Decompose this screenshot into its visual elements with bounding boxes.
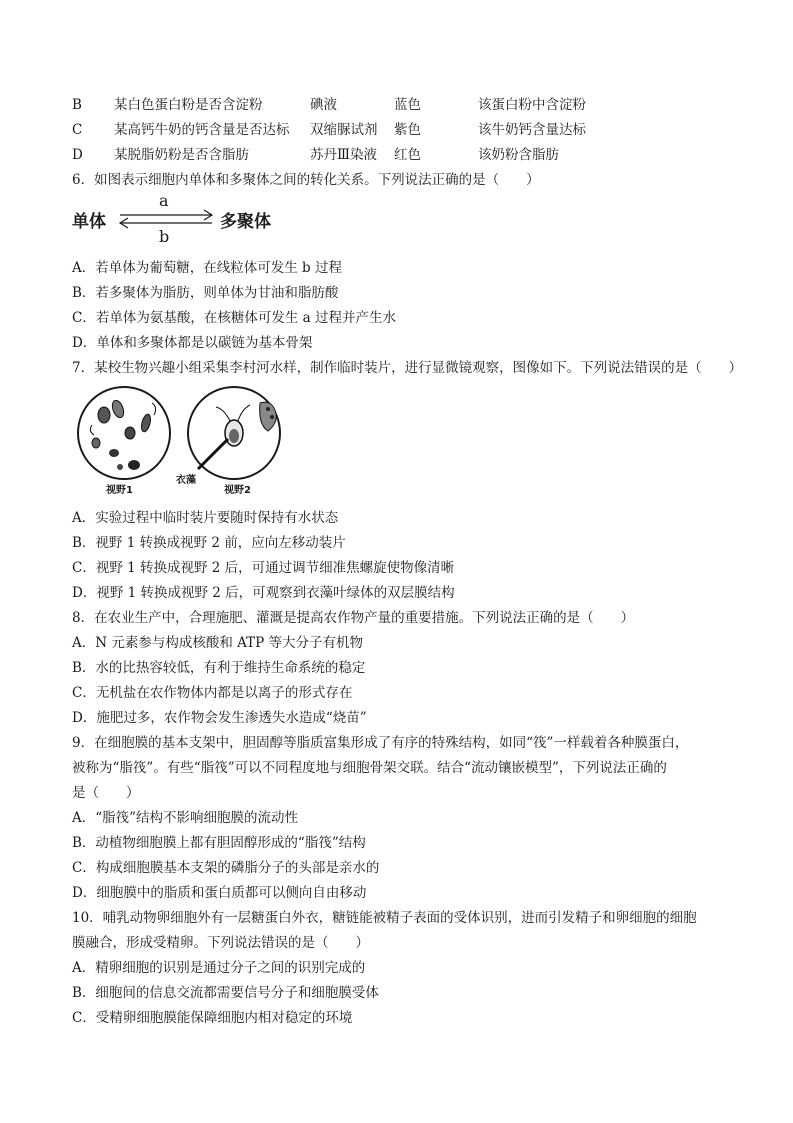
row-color: 红色 (394, 147, 421, 163)
question-10-option-c: C．受精卵细胞膜能保障细胞内相对稳定的环境 (72, 1010, 353, 1026)
row-reagent: 苏丹Ⅲ染液 (310, 147, 378, 163)
question-9-option-c: C．构成细胞膜基本支架的磷脂分子的头部是亲水的 (72, 860, 380, 876)
chlamydomonas-label: 衣藻 (176, 475, 196, 486)
row-letter: B (72, 97, 82, 113)
row-conclusion: 该奶粉含脂肪 (478, 147, 559, 163)
question-7-stem: 7．某校生物兴趣小组采集李村河水样，制作临时装片，进行显微镜观察，图像如下。下列说法错误的是（ ） (72, 360, 743, 376)
question-6-option-c: C．若单体为氨基酸，在核糖体可发生 a 过程并产生水 (72, 310, 396, 326)
row-item: 某脱脂奶粉是否含脂肪 (114, 147, 249, 163)
row-color: 蓝色 (394, 97, 421, 113)
row-reagent: 双缩脲试剂 (310, 122, 378, 138)
question-9-option-d: D．细胞膜中的脂质和蛋白质都可以侧向自由移动 (72, 885, 367, 901)
row-conclusion: 该蛋白粉中含淀粉 (478, 97, 586, 113)
question-6-option-a: A．若单体为葡萄糖，在线粒体可发生 b 过程 (72, 260, 342, 276)
question-9-option-b: B．动植物细胞膜上都有胆固醇形成的“脂筏”结构 (72, 835, 366, 851)
microscope-figure (72, 385, 296, 497)
question-6-stem: 6．如图表示细胞内单体和多聚体之间的转化关系。下列说法正确的是（ ） (72, 172, 540, 188)
question-10-stem-line-2: 膜融合，形成受精卵。下列说法错误的是（ ） (72, 935, 369, 951)
question-6-option-d: D．单体和多聚体都是以碳链为基本骨架 (72, 335, 313, 351)
question-7-option-c: C．视野 1 转换成视野 2 后，可通过调节细准焦螺旋使物像清晰 (72, 560, 455, 576)
row-conclusion: 该牛奶钙含量达标 (478, 122, 586, 138)
diagram-bottom-label: b (159, 227, 170, 246)
row-item: 某白色蛋白粉是否含淀粉 (114, 97, 263, 113)
diagram-left-label: 单体 (72, 212, 106, 232)
row-color: 紫色 (394, 122, 421, 138)
question-9-option-a: A．“脂筏”结构不影响细胞膜的流动性 (72, 810, 299, 826)
question-9-stem-line-1: 9．在细胞膜的基本支架中，胆固醇等脂质富集形成了有序的特殊结构，如同“筏”一样载着各种膜蛋白， (72, 735, 689, 751)
view-1-label: 视野1 (106, 485, 133, 496)
question-8-option-a: A．N 元素参与构成核酸和 ATP 等大分子有机物 (72, 635, 364, 651)
question-8-option-d: D．施肥过多，农作物会发生渗透失水造成“烧苗” (72, 710, 367, 726)
question-8-stem: 8．在农业生产中，合理施肥、灌溉是提高农作物产量的重要措施。下列说法正确的是（ ） (72, 610, 635, 626)
question-6-option-b: B．若多聚体为脂肪，则单体为甘油和脂肪酸 (72, 285, 339, 301)
diagram-right-label: 多聚体 (220, 212, 271, 232)
question-7-option-b: B．视野 1 转换成视野 2 前，应向左移动装片 (72, 535, 346, 551)
question-10-option-a: A．精卵细胞的识别是通过分子之间的识别完成的 (72, 960, 366, 976)
double-arrow-icon (116, 209, 216, 229)
question-10-option-b: B．细胞间的信息交流都需要信号分子和细胞膜受体 (72, 985, 379, 1001)
row-reagent: 碘液 (310, 97, 337, 113)
row-letter: C (72, 122, 83, 138)
diagram-top-label: a (159, 191, 169, 210)
row-item: 某高钙牛奶的钙含量是否达标 (114, 122, 290, 138)
question-7-option-d: D．视野 1 转换成视野 2 后，可观察到衣藻叶绿体的双层膜结构 (72, 585, 455, 601)
question-10-stem-line-1: 10．哺乳动物卵细胞外有一层糖蛋白外衣，糖链能被精子表面的受体识别，进而引发精子和卵细胞的细胞 (72, 910, 697, 926)
row-letter: D (72, 147, 83, 163)
question-8-option-c: C．无机盐在农作物体内都是以离子的形式存在 (72, 685, 353, 701)
monomer-polymer-diagram (72, 193, 282, 249)
question-9-stem-line-2: 被称为“脂筏”。有些“脂筏”可以不同程度地与细胞骨架交联。结合“流动镶嵌模型”，下列说法正确的 (72, 760, 667, 776)
question-7-option-a: A．实验过程中临时装片要随时保持有水状态 (72, 510, 339, 526)
view-2-label: 视野2 (224, 485, 251, 496)
question-8-option-b: B．水的比热容较低，有利于维持生命系统的稳定 (72, 660, 366, 676)
question-9-stem-line-3: 是（ ） (72, 785, 140, 801)
